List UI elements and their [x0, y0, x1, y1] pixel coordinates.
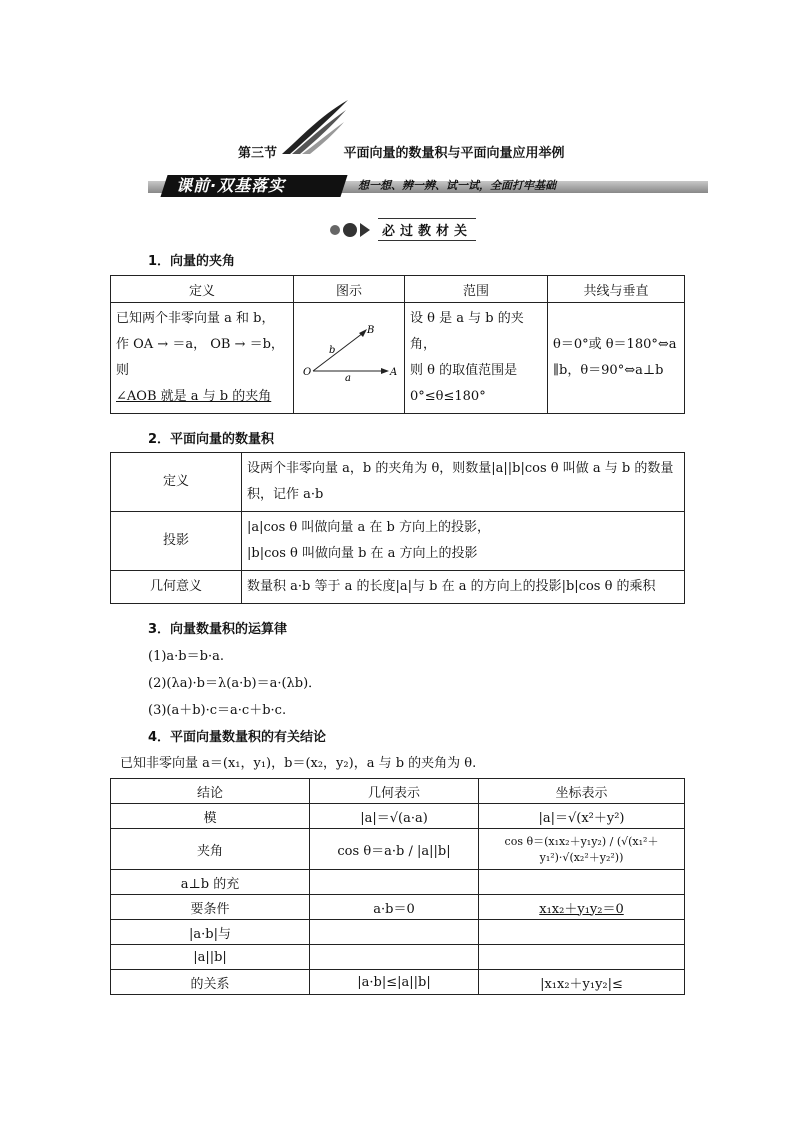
col-diagram: 图示 — [294, 276, 405, 303]
svg-text:O: O — [303, 367, 312, 378]
svg-text:A: A — [390, 367, 397, 378]
row-key: 投影 — [111, 512, 242, 571]
col-geometric: 几何表示 — [310, 779, 479, 804]
angle-diagram-figure — [301, 323, 397, 383]
cell-empty — [479, 920, 685, 945]
svg-text:a: a — [345, 373, 351, 383]
cell-rel-3: 的关系 — [111, 970, 310, 995]
law-2: (2)(λa)·b＝λ(a·b)＝a·(λb)． — [148, 676, 322, 691]
col-definition: 定义 — [111, 276, 294, 303]
law-3: (3)(a＋b)·c＝a·c＋b·c. — [148, 703, 287, 718]
cell-perp-2: 要条件 — [111, 895, 310, 920]
cell-rel-coord: |x₁x₂＋y₁y₂|≤ — [479, 970, 685, 995]
preclass-banner — [148, 175, 708, 197]
row-key: 定义 — [111, 453, 242, 512]
dot-icon — [343, 223, 357, 237]
conclusions-table — [110, 778, 685, 995]
cell-empty — [310, 870, 479, 895]
must-pass-text: 必过教材关 — [378, 218, 476, 241]
must-pass-label — [330, 218, 476, 241]
angle-collinear-perpendicular: θ＝0°或 θ＝180°⇔a ∥b，θ＝90°⇔a⊥b — [548, 303, 685, 414]
svg-text:b: b — [329, 345, 336, 356]
cell-empty — [479, 870, 685, 895]
cell-rel-geo: |a·b|≤|a||b| — [310, 970, 479, 995]
cell-angle-geo: cos θ＝a·b / |a||b| — [310, 829, 479, 870]
section-title — [238, 142, 565, 161]
svg-text:B: B — [367, 325, 375, 336]
angle-table — [110, 275, 685, 414]
conclusions-intro: 已知非零向量 a＝(x₁，y₁)，b＝(x₂，y₂)，a 与 b 的夹角为 θ. — [120, 756, 477, 771]
cell-perp-coord: x₁x₂＋y₁y₂＝0 — [479, 895, 685, 920]
law-1: (1)a·b＝b·a. — [148, 649, 224, 664]
cell-empty — [479, 945, 685, 970]
angle-range: 设 θ 是 a 与 b 的夹角， 则 θ 的取值范围是 0°≤θ≤180° — [405, 303, 548, 414]
cell-rel-2: |a||b| — [111, 945, 310, 970]
section-number: 第三节 — [238, 146, 278, 161]
row-key: 几何意义 — [111, 571, 242, 604]
section-heading: 平面向量的数量积与平面向量应用举例 — [343, 146, 565, 161]
row-value: |a|cos θ 叫做向量 a 在 b 方向上的投影， |b|cos θ 叫做向量 b 在 a 方向上的投影 — [242, 512, 685, 571]
cell-modulus-geo: |a|＝√(a·a) — [310, 804, 479, 829]
col-coordinate: 坐标表示 — [479, 779, 685, 804]
angle-definition: 已知两个非零向量 a 和 b， 作 OA → ＝a， OB → ＝b，则 ∠AOB 就是 a 与 b 的夹角 — [111, 303, 294, 414]
row-value: 设两个非零向量 a，b 的夹角为 θ，则数量|a||b|cos θ 叫做 a 与 b 的数量 积，记作 a·b — [242, 453, 685, 512]
cell-modulus-coord: |a|＝√(x²＋y²) — [479, 804, 685, 829]
banner-title: 课前·双基落实 — [176, 176, 286, 195]
heading-angle: 1．向量的夹角 — [148, 254, 236, 269]
heading-laws: 3．向量数量积的运算律 — [148, 622, 288, 637]
angle-diagram — [294, 303, 405, 414]
cell-perp-1: a⊥b 的充 — [111, 870, 310, 895]
cell-perp-geo: a·b＝0 — [310, 895, 479, 920]
row-value: 数量积 a·b 等于 a 的长度|a|与 b 在 a 的方向上的投影|b|cos θ 的乘积 — [242, 571, 685, 604]
dot-icon — [330, 225, 340, 235]
col-range: 范围 — [405, 276, 548, 303]
col-conclusion: 结论 — [111, 779, 310, 804]
heading-dot-product: 2．平面向量的数量积 — [148, 432, 275, 447]
col-collinear: 共线与垂直 — [548, 276, 685, 303]
cell-empty — [310, 945, 479, 970]
cell-angle: 夹角 — [111, 829, 310, 870]
banner-subtitle: 想一想、辨一辨、试一试，全面打牢基础 — [358, 179, 556, 192]
arrow-right-icon — [360, 223, 370, 237]
cell-empty — [310, 920, 479, 945]
cell-rel-1: |a·b|与 — [111, 920, 310, 945]
heading-conclusions: 4．平面向量数量积的有关结论 — [148, 730, 327, 745]
cell-angle-coord: cos θ＝(x₁x₂＋y₁y₂) / (√(x₁²＋y₁²)·√(x₂²＋y₂²)) — [479, 829, 685, 870]
cell-modulus: 模 — [111, 804, 310, 829]
dot-product-table — [110, 452, 685, 604]
